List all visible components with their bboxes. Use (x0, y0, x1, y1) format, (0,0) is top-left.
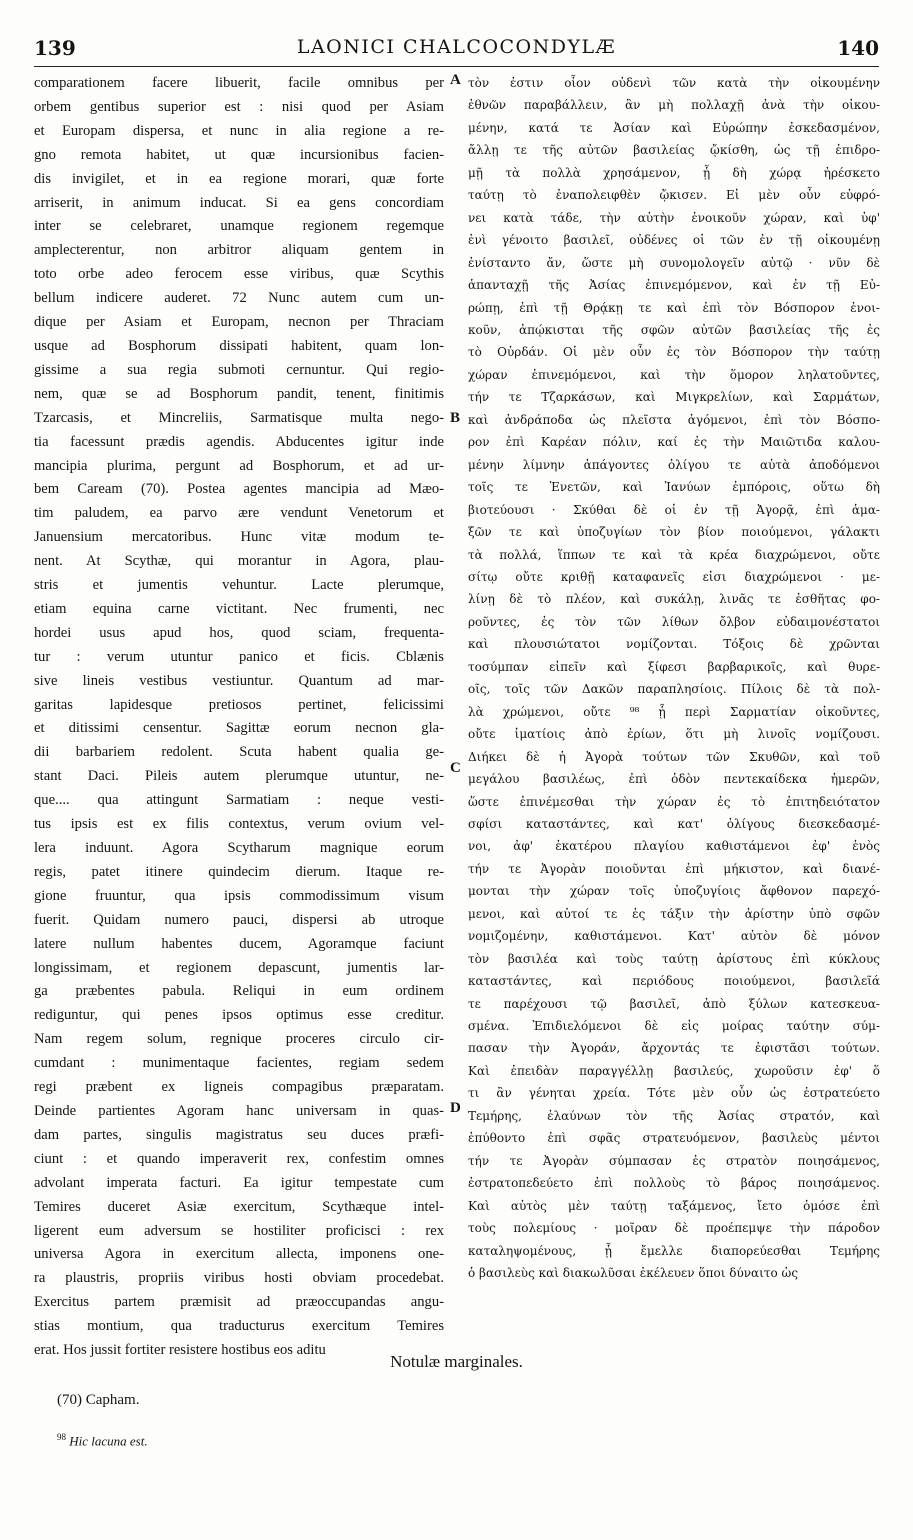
greek-text-line: ἐνίσταντο ἄν, ὥστε μὴ συνομολογεῖν αὐτῷ · νῦν δὲ (468, 255, 880, 270)
greek-text-line: ταύτῃ τὸ ἐναπολειφθὲν ᾤκισεν. Εἰ μὲν οὖν εὐφρό- (468, 188, 880, 203)
greek-text-line: τὸν ἐστιν οἷον οὐδενὶ τῶν κατὰ τὴν οἰκουμένην (468, 76, 880, 90)
greek-text-line: μένην λίμνην ἀπάγοντες ὀλίγου τε αὐτὰ ἀποδόμενοι (468, 457, 880, 472)
greek-text-line: βιοτεύουσι · Σκύθαι δὲ οἱ ἐν τῇ Ἀγορᾷ, ἐπὶ ἁμα- (468, 502, 880, 517)
greek-text-line: ροῦντες, ἐς τὸν τῶν λίθων ὄλβον εὐδαιμονέστατοι (468, 614, 880, 629)
latin-text-line: latere nullum habentes ducem, Agoramque faciunt (34, 935, 444, 952)
greek-text-line: σίτῳ οὔτε κριθῇ καταφανεῖς εἰσι διαχρώμενοι · με- (468, 569, 880, 584)
note-text: Hic lacuna est. (69, 1433, 148, 1449)
latin-text-line: tia facessunt prædis agendis. Abducentes igitur inde (34, 433, 444, 450)
greek-text-line: μενοι, καὶ αὐτοί τε ἐς τάξιν τὴν ἀρίστην ὑπὸ σφῶν (468, 906, 880, 921)
latin-text-line: sive lineis vestibus vestiuntur. Quantum ad mar- (34, 672, 444, 689)
greek-text-line: τι ἂν γένηται χρεία. Τότε μὲν οὖν ὡς ἐστρατεύετο (468, 1086, 880, 1101)
latin-text-line: erat. Hos jussit fortiter resistere hostibus eos aditu (34, 1342, 326, 1359)
latin-text-line: gno remota habitet, ut quæ incursionibus facien- (34, 146, 444, 163)
latin-text-line: advolant imperata facturi. Ea igitur tempestate cum (34, 1174, 444, 1191)
greek-text-line: πασαν τὴν Ἀγοράν, ἄρχοντάς τε ἐφιστᾶσι τούτων. (468, 1041, 880, 1056)
greek-text-line: καὶ πλουσιώτατοι νομίζονται. Τόξοις δὲ χρῶνται (468, 637, 880, 652)
latin-text-line: et ditissimi censentur. Sagittæ eorum necnon gla- (34, 720, 444, 737)
latin-text-line: usque ad Bosphorum dissipati habitent, quam lon- (34, 337, 444, 354)
latin-text-line: ciunt : et quando imperaverit rex, confestim omnes (34, 1150, 444, 1167)
greek-text-line: ὁ βασιλεὺς καὶ διακωλῦσαι ἐκέλευεν ὅποι δύναιτο ὡς (468, 1266, 799, 1281)
latin-text-line: tus ipsis est ex filis contextus, verum ovium vel- (34, 816, 444, 833)
greek-text-line: ἑνὶ γένοιτο βασιλεῖ, οὐδένες οἱ τῶν ἐν τῇ οἰκουμένῃ (468, 233, 880, 248)
latin-text-line: dam partes, singulis magistratus seu duces præfi- (34, 1126, 444, 1143)
greek-text-line: νομιζομένην, καθιστάμενοι. Κατ' αὐτὸν δὲ μόνον (468, 929, 880, 944)
greek-text-line: χώραν ἐπινεμόμενοι, καὶ τὴν ὅμορον ληλατοῦντες, (468, 367, 880, 382)
latin-text-line: Nam regem solum, regnique proceres circulo cir- (34, 1031, 444, 1048)
greek-text-line: Τεμήρης, ἐλαύνων τὸν τῆς Ἀσίας στρατόν, καὶ (468, 1108, 880, 1123)
note-marker: 98 (57, 1432, 66, 1442)
greek-text-line: ρώπῃ, ἐπὶ τῇ Θρᾴκῃ τε καὶ ἐπὶ τὸν Βόσπορον ἐνοι- (468, 300, 880, 315)
greek-text-line: τὸν βασιλέα καὶ τοὺς ταύτῃ ἀρίστους ἐπὶ κύκλους (468, 951, 880, 966)
latin-text-line: Temires duceret Asiæ exercitum, Scythæque intel- (34, 1198, 444, 1215)
latin-text-line: hordei usus apud hos, quod sciam, frequenta- (34, 624, 444, 641)
greek-text-line: τοὺς πολεμίους · μοῖραν δὲ προέπεμψε τὴν πάροδον (468, 1221, 880, 1236)
greek-text-line: τήν τε Ἀγορὰν σύμπασαν ἐς στρατὸν ποιησάμενος, (468, 1153, 880, 1168)
latin-text-line: Januensium mercatoribus. Hunc vitæ modum te- (34, 529, 444, 546)
latin-text-line: garitas lapidesque pretiosos pertinet, felicissimi (34, 696, 444, 713)
greek-text-line: τοσύμπαν εἰπεῖν καὶ ξίφεσι βαρβαρικοῖς, καὶ θυρε- (468, 659, 880, 674)
greek-text-line: ἁπανταχῇ τῆς Ἀσίας ἐπινεμόμενον, καὶ ἐν τῇ Εὐ- (468, 278, 880, 293)
latin-text-line: Exercitus partem præmisit ad præoccupandas angu- (34, 1294, 444, 1311)
greek-text-line: τήν τε Τζαρκάσων, καὶ Μιγκρελίων, καὶ Σαρμάτων, (468, 390, 880, 405)
greek-text-line: νοι, ἀφ' ἑκατέρου πλαγίου καθιστάμενοι ἐφ' ἑνὸς (468, 839, 880, 854)
greek-text-line: οῖς, τοῖς τῶν Δακῶν παραπλησίοις. Πίλοις δὲ τὰ πολ- (468, 682, 880, 697)
latin-text-line: et Europam dispersa, et nunc in alia regione a re- (34, 122, 444, 139)
greek-text-line: ἐπύθοντο ἐπὶ σφᾶς στρατευόμενον, βασιλεὺς μέντοι (468, 1131, 880, 1146)
left-page-number: 139 (34, 36, 76, 60)
greek-text-line: τὰ πολλά, ἵππων τε καὶ τὰ κρέα διαχρώμενοι, οὔτε (468, 547, 880, 562)
section-marker-c: C (450, 760, 461, 776)
greek-text-line: καὶ ἀνδράποδα ὡς πλεῖστα ἀγόμενοι, ἐπὶ τὸν Βόσπο- (468, 412, 880, 427)
greek-text-line: μεγάλου βασιλέως, ἐπὶ ὁδὸν πεντεκαίδεκα ἡμερῶν, (468, 772, 880, 787)
greek-text-line: ξῶν τε καὶ ὑποζυγίων τὸν βίον ποιούμενοι, γάλακτι (468, 525, 880, 540)
greek-text-line: τε παρέχουσι τῷ βασιλεῖ, ἀπὸ ξύλων κατεσκευα- (468, 996, 880, 1011)
latin-text-line: dis invigilet, et in ea regione morari, quæ forte (34, 170, 444, 187)
section-marker-b: B (450, 410, 461, 426)
greek-text-line: τήν τε Ἀγορὰν ποιοῦνται ἐπὶ μήκιστον, καὶ διανέ- (468, 861, 880, 876)
latin-text-line: regis, patet itinere quindecim dierum. Itaque re- (34, 863, 444, 880)
latin-text-line: fuerit. Quidam numero pauci, dispersi ab utroque (34, 911, 444, 928)
notes-heading: Notulæ marginales. (390, 1352, 523, 1371)
latin-text-line: longissimam, et regionem depascunt, jumentis lar- (34, 959, 444, 976)
latin-text-line: arriserit, in animum inducat. Si ea gens concordiam (34, 194, 444, 211)
greek-column (468, 72, 880, 1342)
greek-text-line: Διήκει δὲ ἡ Ἀγορὰ τούτων τῶν Σκυθῶν, καὶ τοῦ (468, 749, 880, 764)
greek-text-line: καταστάντες, καὶ περιόδους ποιούμενοι, βασιλεῖά (468, 974, 880, 989)
latin-text-line: dique per Asiam et Europam, necnon per Thraciam (34, 314, 444, 331)
latin-text-line: cumdant : munimentaque facientes, regiam sedem (34, 1055, 444, 1072)
latin-text-line: etiam equina carne victitant. Nec frumenti, nec (34, 600, 444, 617)
latin-text-line: bellum indicere auderet. 72 Nunc autem cum un- (34, 290, 444, 307)
latin-text-line: lera induunt. Agora Scytharum magnique eorum (34, 840, 444, 856)
marginal-note-70: (70) Capham. (57, 1392, 140, 1408)
greek-text-line: νει κατὰ τάδε, τὴν αὐτὴν ἐνοικοῦν χώραν, καὶ ὑφ' (468, 210, 880, 225)
right-page-number: 140 (837, 36, 879, 60)
section-marker-a: A (450, 72, 461, 88)
latin-text-line: regi præbent ex ligneis compagibus præparatam. (34, 1079, 444, 1096)
greek-text-line: ἐθνῶν παραβάλλειν, ἂν μὴ πολλαχῇ ἀνὰ τὴν οἰκου- (468, 98, 880, 113)
latin-text-line: mancipia plurima, pergunt ad Bosphorum, et ad ur- (34, 457, 444, 474)
greek-text-line: κοῦν, ἀπῴκισται τῆς σφῶν αὐτῶν βασιλείας τῆς ἐς (468, 322, 880, 337)
running-title: LAONICI CHALCOCONDYLÆ (296, 36, 617, 58)
section-marker-d: D (450, 1100, 461, 1116)
latin-text-line: tur : verum utuntur panico et ficis. Cblænis (34, 648, 444, 665)
latin-text-line: tim paludem, ea parvo ære vendunt Venetorum et (34, 505, 444, 522)
greek-text-line: σφίσι καταστάντες, καὶ κατ' ὀλίγους διεσκεδασμέ- (468, 816, 880, 831)
greek-text-line: λίνῃ δὲ τὸ πλέον, καὶ συκάλῃ, λινᾶς τε ἐσθῆτας φο- (468, 592, 880, 607)
greek-text-line: καταληψομένους, ᾗ ἔμελλε διαπορεύεσθαι Τεμήρης (468, 1243, 880, 1258)
marginal-note-98 (57, 1432, 148, 1449)
latin-text-line: gissime a sua regia submoti cernuntur. Qui regio- (34, 361, 444, 378)
greek-text-line: ὥστε ἐπινέμεσθαι τὴν χώραν ἐς τὸ ἐπιτηδειότατον (468, 794, 880, 809)
latin-text-line: ga præbentes pabula. Reliqui in eum ordinem (34, 983, 444, 1000)
greek-text-line: ἐστρατοπεδεύετο ἐπὶ πολλοὺς τὸ βάρος ποιησάμενος. (468, 1176, 880, 1191)
greek-text-line: ἄλλῃ τε τῆς αὐτῶν βασιλείας ᾤκίσθη, ὡς τῇ ἐπιδρο- (468, 143, 880, 158)
greek-text-line: σμένα. Ἐπιδιελόμενοι δὲ εἰς μοίρας ταύτην σύμ- (468, 1019, 880, 1034)
latin-text-line: Tzarcasis, et Mincreliis, Sarmatisque multa nego- (34, 409, 444, 426)
greek-text-line: μονται τὴν χώραν τοῖς ὑποζυγίοις ἄφθονον παρεχό- (468, 884, 880, 899)
latin-text-line: ra plaustris, propriis viribus hosti obviam procedebat. (34, 1270, 444, 1287)
latin-text-line: dii barbariem redolent. Scuta habent qualia ge- (34, 744, 444, 761)
latin-text-line: universa Agora in exercitum allecta, imponens one- (34, 1246, 444, 1263)
latin-text-line: ligerent eum adversum se hostiliter proficisci : rex (34, 1222, 444, 1239)
greek-text-line: μένην, κατά τε Ἀσίαν καὶ Εὐρώπην ἐσκεδασμένον, (468, 120, 880, 135)
latin-text-line: toto orbe adeo ferocem esse viribus, quæ Scythis (34, 266, 444, 283)
latin-text-line: rediguntur, qui penes ipsos optimus esse creditur. (34, 1007, 444, 1024)
latin-text-line: bem Caream (70). Postea agentes mancipia ad Mæo- (34, 481, 444, 498)
latin-text-line: stant Daci. Pileis autem plerumque utuntur, ne- (34, 768, 444, 785)
latin-text-line: que.... qua attingunt Sarmatiam : neque vesti- (34, 792, 444, 809)
greek-text-line: Καὶ αὐτὸς μὲν ταύτῃ ταξάμενος, ἴετο ὁμόσε ἐπὶ (468, 1198, 880, 1213)
latin-text-line: orbem gentibus superior est : nisi quod per Asiam (34, 98, 444, 115)
greek-text-line: ρον ἐπὶ Καρέαν πόλιν, καί ἐς τὴν Μαιῶτιδα καλου- (468, 435, 880, 450)
greek-text-line: λὰ χρώμενοι, οὔτε ⁹⁸ ᾗ περὶ Σαρματίαν οἰκοῦντες, (468, 704, 880, 719)
greek-text-line: οὔτε ἱματίοις ἀπὸ ἐρίων, ὅτι μὴ λινοῖς νομίζουσι. (468, 727, 880, 742)
latin-text-line: amplecterentur, non arbitror aliquam gentem in (34, 242, 444, 259)
latin-text-line: Deinde partientes Agoram hanc universam in quas- (34, 1102, 444, 1119)
greek-text-line: τοῖς τε Ἐνετῶν, καὶ Ἰανύων ἐμπόροις, οὕτω δὴ (468, 480, 880, 495)
latin-column (34, 72, 444, 1359)
latin-text-line: nem, quæ se ad Bosphorum pandit, tenent, finitimis (34, 385, 444, 402)
running-header (34, 36, 879, 67)
greek-text-line: Καὶ ἐπειδὰν παραγγέλλῃ βασιλεύς, χωροῦσιν ἐφ' ὅ (468, 1063, 880, 1078)
greek-text-line: τὸ Οὐρδάν. Οἱ μὲν οὖν ἐς τὸν Βόσπορον τὴν ταύτῃ (468, 345, 880, 360)
latin-text-line: stias montium, qua traducturus exercitum Temires (34, 1318, 444, 1335)
latin-text-line: gione fruuntur, qua ipsis commodissimum visum (34, 887, 444, 904)
latin-text-line: inter se celebraret, unamque regionem regemque (34, 218, 444, 235)
latin-text-line: stris et jumentis vehuntur. Lacte plerumque, (34, 577, 444, 594)
latin-text-line: comparationem facere libuerit, facile omnibus per (34, 75, 444, 91)
greek-text-line: μῇ τὰ πολλὰ χρησάμενον, ᾗ δὴ χώρᾳ ἠρέσκετο (468, 165, 880, 180)
latin-text-line: nent. At Scythæ, qui morantur in Agora, plau- (34, 553, 444, 570)
